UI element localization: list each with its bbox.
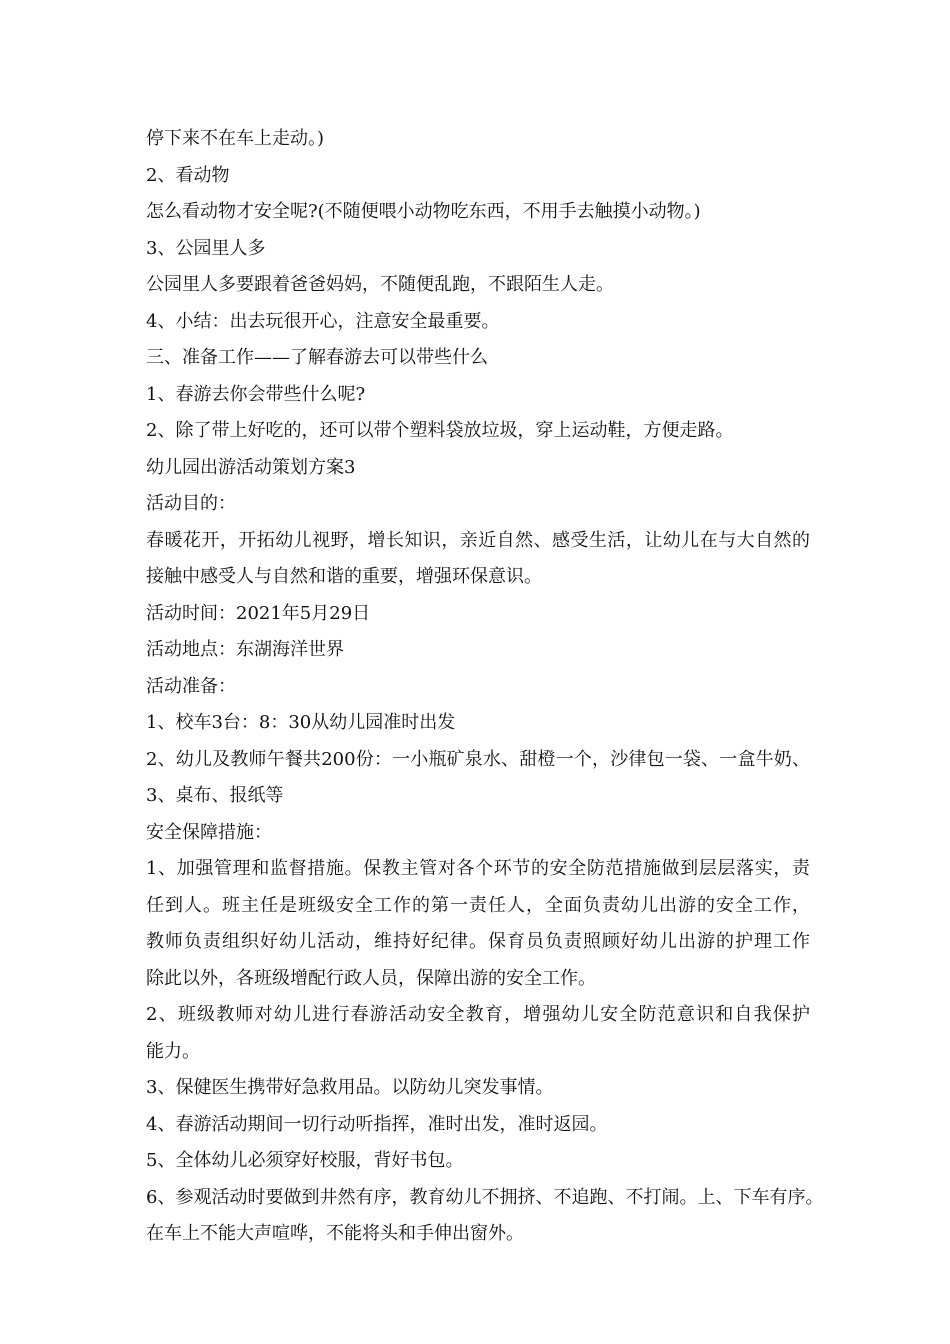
list-item: 5、全体幼儿必须穿好校服，背好书包。	[146, 1150, 464, 1171]
list-item: 3、桌布、报纸等	[146, 785, 284, 806]
activity-location: 活动地点：东湖海洋世界	[146, 639, 344, 660]
paragraph-line: 教师负责组织好幼儿活动，维持好纪律。保育员负责照顾好幼儿出游的护理工作	[146, 931, 810, 952]
list-item: 4、春游活动期间一切行动听指挥，准时出发，准时返园。	[146, 1113, 608, 1135]
list-item: 1、加强管理和监督措施。保教主管对各个环节的安全防范措施做到层层落实，责	[146, 858, 810, 879]
paragraph-line: 在车上不能大声喧哗，不能将头和手伸出窗外。	[146, 1223, 524, 1244]
text-line: 怎么看动物才安全呢?(不随便喂小动物吃东西，不用手去触摸小动物。)	[146, 201, 701, 222]
activity-time: 活动时间：2021年5月29日	[146, 602, 371, 624]
paragraph-line: 接触中感受人与自然和谐的重要，增强环保意识。	[146, 566, 542, 587]
text-line: 2、除了带上好吃的，还可以带个塑料袋放垃圾，穿上运动鞋，方便走路。	[146, 420, 734, 441]
list-item: 1、校车3台：8：30从幼儿园准时出发	[146, 712, 456, 733]
text-line: 1、春游去你会带些什么呢?	[146, 383, 366, 405]
section-heading: 2、看动物	[146, 164, 230, 186]
paragraph-line: 春暖花开，开拓幼儿视野，增长知识，亲近自然、感受生活，让幼儿在与大自然的	[146, 529, 810, 551]
paragraph-line: 任到人。班主任是班级安全工作的第一责任人，全面负责幼儿出游的安全工作，	[146, 894, 810, 916]
document-title: 幼儿园出游活动策划方案3	[146, 456, 356, 478]
text-line: 公园里人多要跟着爸爸妈妈，不随便乱跑，不跟陌生人走。	[146, 274, 614, 295]
section-heading: 安全保障措施：	[146, 821, 272, 843]
list-item: 2、幼儿及教师午餐共200份：一小瓶矿泉水、甜橙一个，沙律包一袋、一盒牛奶、	[146, 748, 810, 770]
text-line: 停下来不在车上走动。)	[146, 128, 325, 149]
paragraph-line: 能力。	[146, 1040, 200, 1062]
section-heading: 3、公园里人多	[146, 237, 266, 259]
section-heading: 三、准备工作——了解春游去可以带些什么	[146, 347, 488, 368]
paragraph-line: 除此以外，各班级增配行政人员，保障出游的安全工作。	[146, 967, 596, 989]
section-heading: 活动准备：	[146, 675, 236, 697]
text-line: 4、小结：出去玩很开心，注意安全最重要。	[146, 310, 500, 332]
list-item: 3、保健医生携带好急救用品。以防幼儿突发事情。	[146, 1077, 554, 1098]
section-heading: 活动目的：	[146, 493, 236, 514]
document-body	[146, 121, 824, 1253]
list-item: 2、班级教师对幼儿进行春游活动安全教育，增强幼儿安全防范意识和自我保护	[146, 1004, 810, 1025]
list-item: 6、参观活动时要做到井然有序，教育幼儿不拥挤、不追跑、不打闹。上、下车有序。	[146, 1186, 824, 1208]
